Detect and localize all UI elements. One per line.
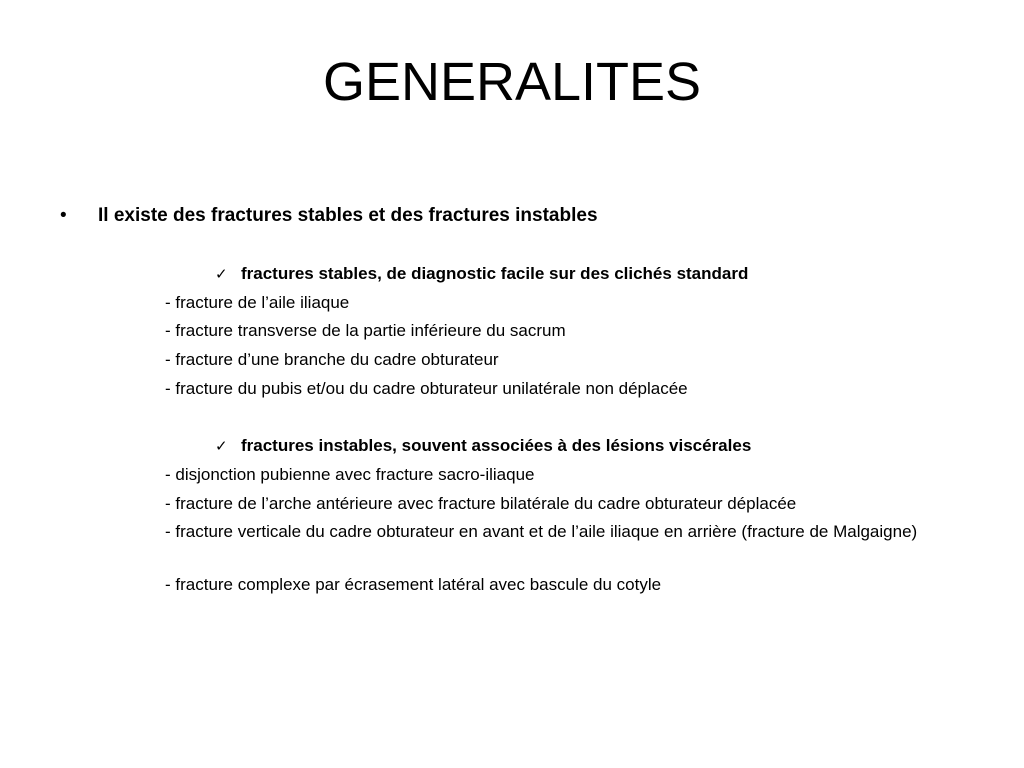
section-unstable-heading bbox=[215, 435, 751, 457]
section-stable-heading bbox=[215, 263, 748, 285]
list-item: - fracture transverse de la partie inférieure du sacrum bbox=[165, 321, 566, 340]
checkmark-icon: ✓ bbox=[215, 437, 228, 455]
list-item: - fracture du pubis et/ou du cadre obturateur unilatérale non déplacée bbox=[165, 379, 688, 398]
main-bullet-text: Il existe des fractures stables et des fractures instables bbox=[98, 205, 598, 226]
list-item: - fracture d’une branche du cadre obturateur bbox=[165, 350, 499, 369]
list-item: - fracture de l’arche antérieure avec fracture bilatérale du cadre obturateur déplacée bbox=[165, 494, 797, 513]
list-item: - fracture complexe par écrasement latéral avec bascule du cotyle bbox=[165, 575, 662, 594]
section-heading-text: fractures stables, de diagnostic facile sur des clichés standard bbox=[241, 264, 749, 283]
section-heading-text: fractures instables, souvent associées à des lésions viscérales bbox=[241, 436, 752, 455]
list-item: - fracture de l’aile iliaque bbox=[165, 293, 350, 312]
bullet-marker: • bbox=[60, 205, 67, 226]
list-item: - fracture verticale du cadre obturateur en avant et de l’aile iliaque en arrière (fracture de Malgaigne) bbox=[165, 522, 918, 541]
slide-title: GENERALITES bbox=[322, 52, 702, 112]
main-bullet bbox=[60, 203, 598, 229]
list-item: - disjonction pubienne avec fracture sacro-iliaque bbox=[165, 465, 535, 484]
checkmark-icon: ✓ bbox=[215, 265, 228, 283]
